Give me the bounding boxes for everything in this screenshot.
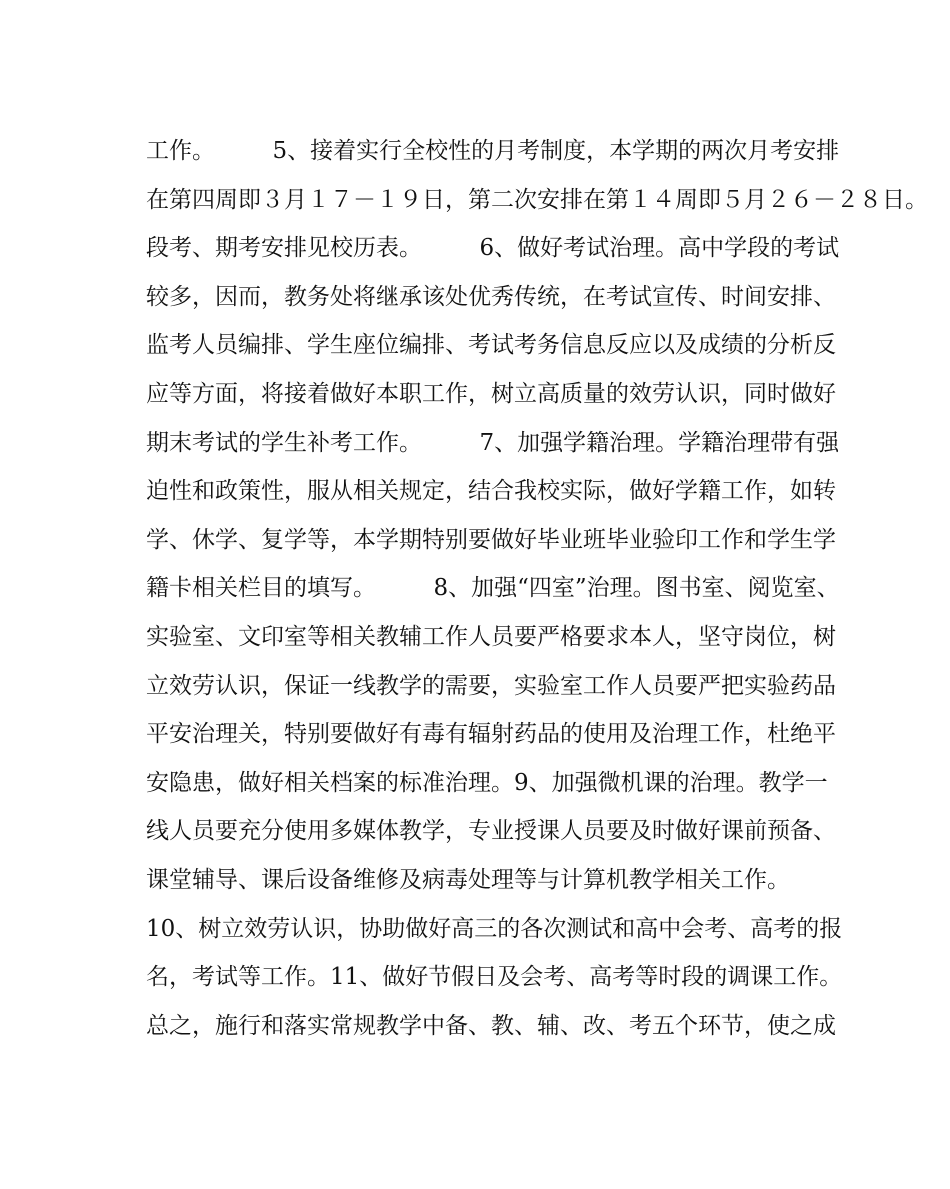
text-line: 工作。 5、接着实行全校性的月考制度，本学期的两次月考安排 xyxy=(146,138,840,164)
text-line: 安隐患，做好相关档案的标准治理。9、加强微机课的治理。教学一 xyxy=(146,769,828,796)
text-line: 课堂辅导、课后设备维修及病毒处理等与计算机教学相关工作。 xyxy=(146,866,790,893)
text-line: 迫性和政策性，服从相关规定，结合我校实际，做好学籍工作，如转 xyxy=(146,478,836,505)
text-line: 监考人员编排、学生座位编排、考试考务信息反应以及成绩的分析反 xyxy=(146,332,836,359)
text-line: 学、休学、复学等，本学期特别要做好毕业班毕业验印工作和学生学 xyxy=(146,526,836,553)
text-line: 在第四周即３月１７－１９日，第二次安排在第１４周即５月２６－２８日。 xyxy=(146,186,928,213)
text-line: 线人员要充分使用多媒体教学，专业授课人员要及时做好课前预备、 xyxy=(146,818,836,845)
text-line: 段考、期考安排见校历表。 6、做好考试治理。高中学段的考试 xyxy=(146,235,840,262)
text-line: 平安治理关，特别要做好有毒有辐射药品的使用及治理工作，杜绝平 xyxy=(146,721,836,748)
text-line: 期末考试的学生补考工作。 7、加强学籍治理。学籍治理带有强 xyxy=(146,429,840,456)
text-line: 名，考试等工作。11、做好节假日及会考、高考等时段的调课工作。 xyxy=(146,964,843,991)
text-line: 籍卡相关栏目的填写。 8、加强“四室”治理。图书室、阅览室、 xyxy=(146,575,840,602)
text-line: 10、树立效劳认识，协助做好高三的各次测试和高中会考、高考的报 xyxy=(146,915,843,942)
text-line: 应等方面，将接着做好本职工作，树立高质量的效劳认识，同时做好 xyxy=(146,380,836,407)
text-line: 实验室、文印室等相关教辅工作人员要严格要求本人，坚守岗位，树 xyxy=(146,623,836,650)
body-text xyxy=(146,127,928,1050)
text-line: 总之，施行和落实常规教学中备、教、辅、改、考五个环节，使之成 xyxy=(146,1012,836,1039)
text-line: 立效劳认识，保证一线教学的需要，实验室工作人员要严把实验药品 xyxy=(146,672,836,699)
text-line: 较多，因而，教务处将继承该处优秀传统，在考试宣传、时间安排、 xyxy=(146,283,836,310)
